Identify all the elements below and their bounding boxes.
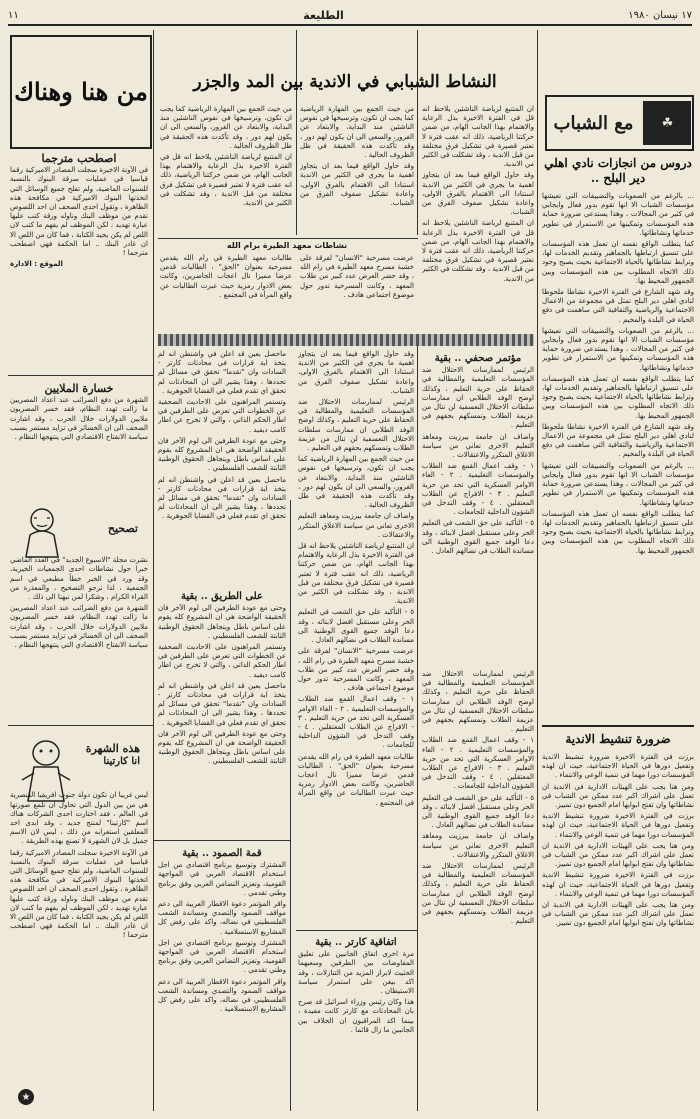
column-divider — [417, 335, 418, 1111]
tariq-paragraph: وتستمر المراهنون على الاحاديث الصحفية عن الخطوات التي تعرض على الطرفين في اطار الحكم الذاتي ، والتي لا تخرج عن اطار كامب ديفيد . — [158, 398, 286, 434]
main-article-paragraph: ان المتتبع لرياضة الناشئين يلاحظ انه قل في الفترة الاخيرة بذل الرعاية والاهتمام بهذا الجانب الهام، من ضمن حركتنا الرياضية، ذلك انه عقب فترة لا تعتبر قصيرة في تشكيل فرق مختلفة من قبل الاندية ، وقد تشكلت في الكثير من الاندية. — [422, 105, 534, 169]
main-article-col-2 — [300, 105, 414, 233]
main-article-paragraph: ان المتتبع لرياضة الناشئين يلاحظ انه قل في الفترة الاخيرة بذل الرعاية والاهتمام بهذا الجانب الهام، من ضمن حركتنا الرياضية، ذلك انه عقب فترة لا تعتبر قصيرة في تشكيل فرق مختلفة من قبل الاندية ، وقد تشكلت في الكثير من الاندية. — [160, 153, 292, 208]
tanshit-paragraph: ومن هنا يجب على الهيئات الادارية في الاندية ان تعمل على اشراك اكبر عدد ممكن من الشباب في نشاطاتها وان تفتح ابوابها امام الجميع دون تمييز. — [542, 901, 694, 928]
tariq-paragraph: وحتى مع عودة الطرفين الى لوم الآخر فان الحقيقة الواضحة هي ان المشروع كله يقوم على اساس باطل ويتجاهل الحقوق الوطنية الثابتة للشعب الفلسطيني . — [158, 729, 286, 766]
mutamar-paragraph: ٥ - التأكيد على حق الشعب في التعليم الحر وعلى مستقبل افضل لابنائه ، وقد دعا الوفد جميع القوى الوطنية الى مساندة الطلاب في نضالهم العادل . — [422, 519, 534, 556]
shabab-paragraph: كما يتطلب الواقع نفسه ان تعمل هذه المؤسسات على تنسيق ارتباطها بالجماهير وتقديم الخدمات لها، وترابط نشاطاتها بالحياة الاجتماعية بحيث يصبح وجود ذلك الاتجاه المطلوب بين هذه المؤسسات وبين الجمهور المحيط بها. — [542, 240, 694, 285]
tashih-column — [10, 520, 148, 720]
carter-paragraph: هذا وكان رئيس وزراء اسرائيل قد صرح بان المحادثات مع كارتر كانت مفيدة ، بينما اكد المراقبون ان الخلاف بين الجانبين ما زال قائما . — [298, 998, 414, 1034]
main-article-col-5 — [160, 254, 292, 332]
center-paragraph: ٥ - التأكيد على حق الشعب في التعليم الحر وعلى مستقبل افضل لابنائه ، وقد دعا الوفد جميع القوى الوطنية الى مساندة الطلاب في نضالهم العادل . — [298, 608, 414, 645]
tashih-title: تصحيح — [107, 522, 138, 535]
main-headline: النشاط الشبابي في الاندية بين المد والجزر — [193, 72, 497, 92]
main-article-col-3 — [160, 105, 292, 233]
tashih-paragraph: الشهرة من دفع الضرائب عند اعداد المصريين ما زالت تهدد النظام، فقد خسر المصريون ملايين الدولارات خلال الحرب ، وقد اشارت الصحف الى ان الخسائر في تزايد مستمر بسبب سياسة الانفتاح الاقتصادي التي ينتهجها النظام . — [10, 604, 148, 650]
tanshit-column — [542, 730, 694, 1111]
qimma-title: قمة الصمود .. بقية — [182, 848, 262, 859]
mutamar-paragraph: ١ - وقف اعمال القمع ضد الطلاب والمؤسسات التعليمية . ٢ - الغاء الاوامر العسكرية التي تحد من حرية التعليم . ٣ - الافراج عن الطلاب المعتقلين . ٤ - وقف التدخل في الشؤون الداخلية للجامعات . — [422, 736, 534, 791]
qimma-paragraph: المشترك وتوسيع برنامج اقتصادي من اجل استخدام الاقتصاد العربي في المواجهة القومية، وتعزيز التضامن العربي وفق برنامج وطني تقدمي . — [158, 938, 286, 975]
center-paragraph: ١ - وقف اعمال القمع ضد الطلاب والمؤسسات التعليمية . ٢ - الغاء الاوامر العسكرية التي تحد من حرية التعليم . ٣ - الافراج عن الطلاب المعتقلين . ٤ - وقف التدخل في الشؤون الداخلية للجامعات . — [298, 695, 414, 750]
tanshit-title: ضرورة تنشيط الاندية — [565, 732, 671, 746]
tariq-paragraph: ماحصل بعين قد اعلن في واشنطن انه لم يتخذ اية قرارات في محادثات كارتر - السادات وان "تقدما" تحقق في مسائل لم تحددها ، وهذا يشير الى ان المحادثات لم تحقق اي تقدم فعلي في القضايا الجوهرية . — [158, 681, 286, 727]
qimma-paragraph: واقر المؤتمر دعوة الاقطار العربية الى دعم مواقف الصمود والتصدي ومساندة الشعب الفلسطيني في نضاله، واكد على رفض كل المشاريع الاستسلامية . — [158, 900, 286, 936]
section-rule — [158, 238, 418, 239]
section-rule — [296, 930, 417, 931]
carter-column — [298, 934, 414, 1111]
shuhra-paragraph: في الآونة الاخيرة سجلت المصادر الاميركية رقما قياسيا في عمليات سرقة البنوك بالنسبة للسنوات الماضية، ولم تفلح جميع الوسائل التي اتخذتها البنوك الاميركية في مكافحة هذه الظاهرة ، وتقول احدى الصحف ان احد اللصوص تقدم من موظف البنك وناوله ورقة كتب عليها عبارة تهديد ، لكن الموظف لم يفهم ما كتب لان اللص لم يكن يجيد الكتابة ، فما كان من اللص الا ان غادر البنك .. اما الحكمة فهي اصطحب مترجما ! — [10, 848, 148, 940]
tariq-paragraph: ماحصل بعين قد اعلن في واشنطن انه لم يتخذ اية قرارات في محادثات كارتر - السادات وان "تقدما" تحقق في مسائل لم تحددها ، وهذا يشير الى ان المحادثات لم تحقق اي تقدم فعلي في القضايا الجوهرية . — [158, 475, 286, 521]
shabab-paragraph: ... بالرغم من الصعوبات والتضييقات التي تعيشها مؤسسات الشباب الا انها تقوم بدور فعال وايجابي في كثير من المجالات ، وهذا يستدعي ضرورة حماية هذه المؤسسات وتمكينها من الاستمرار في تطوير خدماتها ونشاطاتها. — [542, 461, 694, 507]
mutamar-column — [422, 350, 534, 670]
masatib-paragraph: في الآونة الاخيرة سجلت المصادر الاميركية رقما قياسيا في عمليات سرقة البنوك بالنسبة للسنوات الماضية، ولم تفلح جميع الوسائل التي اتخذتها البنوك الاميركية في مكافحة هذه الظاهرة ، وتقول احدى الصحف ان احد اللصوص تقدم من موظف البنك وناوله ورقة كتب عليها عبارة تهديد ، لكن الموظف لم يفهم ما كتب لان اللص لم يكن يجيد الكتابة ، فما كان من اللص الا ان غادر البنك .. اما الحكمة فهي اصطحب مترجما ! — [10, 166, 148, 258]
qimma-paragraph: واقر المؤتمر دعوة الاقطار العربية الى دعم مواقف الصمود والتصدي ومساندة الشعب الفلسطيني في نضاله، واكد على رفض كل المشاريع الاستسلامية . — [158, 977, 286, 1014]
column-divider — [417, 30, 418, 235]
shabab-paragraph: كما يتطلب الواقع نفسه ان تعمل هذه المؤسسات على تنسيق ارتباطها بالجماهير وتقديم الخدمات لها، وترابط نشاطاتها بالحياة الاجتماعية بحيث يصبح وجود ذلك الاتجاه المطلوب بين هذه المؤسسات وبين الجمهور المحيط بها. — [542, 509, 694, 555]
logo-emblem-icon: ☘ — [643, 101, 691, 145]
qimma-paragraph: المشترك وتوسيع برنامج اقتصادي من اجل استخدام الاقتصاد العربي في المواجهة القومية، وتعزيز التضامن العربي وفق برنامج وطني تقدمي . — [158, 861, 286, 897]
page-date: ١٧ نيسان ١٩٨٠ — [628, 9, 692, 21]
khasara-column — [10, 380, 148, 510]
page-header — [8, 6, 692, 26]
min-huna-title: من هنا وهناك — [14, 77, 148, 106]
center-paragraph: طالبات معهد الطيرة في رام الله يقدمن مسرحية بعنوان "الحق" ، الطالبات قدمن عرضا مميزا نال اعجاب الحاضرين، وكانت بعض الادوار رمزية حيث عبرت الطالبات عن واقع المرأة في المجتمع . — [298, 752, 414, 807]
shabab-paragraph: كما يتطلب الواقع نفسه ان تعمل هذه المؤسسات على تنسيق ارتباطها بالجماهير وتقديم الخدمات لها، وترابط نشاطاتها بالحياة الاجتماعية بحيث يصبح وجود ذلك الاتجاه المطلوب بين هذه المؤسسات وبين الجمهور المحيط بها. — [542, 374, 694, 420]
section-rule — [542, 725, 694, 727]
khasara-paragraph: الشهرة من دفع الضرائب عند اعداد المصريين ما زالت تهدد النظام، فقد خسر المصريون ملايين الدولارات خلال الحرب ، وقد اشارت الصحف الى ان الخسائر في تزايد مستمر بسبب سياسة الانفتاح الاقتصادي التي ينتهجها النظام . — [10, 396, 148, 442]
shabab-logo — [545, 95, 694, 151]
center-paragraph: واضاف ان جامعة بيرزيت ومعاهد التعليم الاخرى تعاني من سياسة الاغلاق المتكرر والاعتقالات . — [298, 512, 414, 539]
shabab-title: دروس من انجازات نادي اهلي دير البلح .. — [544, 156, 692, 185]
khasara-title: خسارة الملايين — [44, 382, 114, 395]
column-divider — [290, 500, 291, 1111]
carter-paragraph: مرة اخرى اتفاق الجانبين على تعليق المفاوضات بين الطرفين وسعيهما الحثيث لابراز المزيد من التنازلات ، وقد اكد بيغن على استمرار سياسة الاستيطان . — [298, 950, 414, 996]
masatib-signature: الموقع : الادارة — [10, 260, 63, 269]
tanshit-paragraph: برزت في الفترة الاخيرة ضرورة تنشيط الاندية وتفعيل دورها في الحياة الاجتماعية، حيث ان لهذه المؤسسات دورا مهما في تنمية الوعي والانتماء . — [542, 812, 694, 839]
mutamar-paragraph: الرئيس لممارسات الاحتلال ضد المؤسسات التعليمية والمطالبة في الحفاظ على حرية التعليم ، وكذلك اوضح الوفد الطلابي ان ممارسات سلطات الاحتلال التعسفية لن تنال من عزيمة الطلاب وتمسكهم بحقهم في التعليم . — [422, 670, 534, 734]
center-paragraph: الرئيس لممارسات الاحتلال ضد المؤسسات التعليمية والمطالبة في الحفاظ على حرية التعليم ، وكذلك اوضح الوفد الطلابي ان ممارسات سلطات الاحتلال التعسفية لن تنال من عزيمة الطلاب وتمسكهم بحقهم في التعليم . — [298, 398, 414, 453]
main-article-paragraph: طالبات معهد الطيرة في رام الله يقدمن مسرحية بعنوان "الحق" ، الطالبات قدمن عرضا مميزا نال اعجاب الحاضرين، وكانت بعض الادوار رمزية حيث عبرت الطالبات عن واقع المرأة في المجتمع . — [160, 254, 292, 299]
mutamar-paragraph: واضاف ان جامعة بيرزيت ومعاهد التعليم الاخرى تعاني من سياسة الاغلاق المتكرر والاعتقالات . — [422, 832, 534, 859]
main-article-paragraph: من حيث الجمع بين المهارة الرياضية كما يجب ان تكون، وترسيخها في نفوس الناشئين منذ البداية، والابتعاد عن الغرور، والسعي الى ان يكون لهم دور ، وقد تأكدت هذه الحقيقة في ظل الظروف الحالية . — [300, 105, 414, 160]
masatib-column — [10, 150, 148, 380]
tanshit-paragraph: برزت في الفترة الاخيرة ضرورة تنشيط الاندية وتفعيل دورها في الحياة الاجتماعية، حيث ان لهذه المؤسسات دورا مهما في تنمية الوعي والانتماء . — [542, 871, 694, 898]
tashih-paragraph: نشرت مجلة "الاسبوع الجديد" في العدد الماضي خبرا حول نشاطات احدى الجمعيات الخيرية، وقد ورد في الخبر خطأ مطبعي في اسم الجمعية ، لذا نرجو التصحيح ، والمعذرة من القراء الكرام ، وشكرا لمن نبهنا الى ذلك . — [10, 556, 148, 602]
min-huna-banner — [10, 35, 152, 149]
main-article-paragraph: من حيث الجمع بين المهارة الرياضية كما يجب ان تكون، وترسيخها في نفوس الناشئين منذ البداية، والابتعاد عن الغرور، والسعي الى ان يكون لهم دور ، وقد تأكدت هذه الحقيقة في ظل الظروف الحالية . — [160, 105, 292, 150]
mutamar-paragraph: الرئيس لممارسات الاحتلال ضد المؤسسات التعليمية والمطالبة في الحفاظ على حرية التعليم ، وكذلك اوضح الوفد الطلابي ان ممارسات سلطات الاحتلال التعسفية لن تنال من عزيمة الطلاب وتمسكهم بحقهم في التعليم . — [422, 366, 534, 430]
tariq-paragraph: ماحصل بعين قد اعلن في واشنطن انه لم يتخذ اية قرارات في محادثات كارتر - السادات وان "تقدما" تحقق في مسائل لم تحددها ، وهذا يشير الى ان المحادثات لم تحقق اي تقدم فعلي في القضايا الجوهرية . — [158, 350, 286, 395]
masatib-title: اصطحب مترجما — [41, 152, 117, 165]
shabab-paragraph: ... بالرغم من الصعوبات والتضييقات التي تعيشها مؤسسات الشباب الا انها تقوم بدور فعال وايجابي في كثير من المجالات ، وهذا يستدعي ضرورة حماية هذه المؤسسات وتمكينها من الاستمرار في تطوير خدماتها ونشاطاتها. — [542, 192, 694, 237]
tanshit-paragraph: برزت في الفترة الاخيرة ضرورة تنشيط الاندية وتفعيل دورها في الحياة الاجتماعية، حيث ان لهذه المؤسسات دورا مهما في تنمية الوعي والانتماء . — [542, 753, 694, 780]
photo-strip — [158, 334, 534, 346]
main-article-paragraph: ان المتتبع لرياضة الناشئين يلاحظ انه قل في الفترة الاخيرة بذل الرعاية والاهتمام بهذا الجانب الهام، من ضمن حركتنا الرياضية، ذلك انه عقب فترة لا تعتبر قصيرة في تشكيل فرق مختلفة من قبل الاندية ، وقد تشكلت في الكثير من الاندية. — [422, 219, 534, 283]
page-number: ١١ — [8, 9, 19, 21]
tariq-title: على الطريق .. بقية — [181, 591, 263, 602]
shuhra-title: هذه الشهرة — [85, 742, 140, 755]
mutamar-paragraph: الرئيس لممارسات الاحتلال ضد المؤسسات التعليمية والمطالبة في الحفاظ على حرية التعليم ، وكذلك اوضح الوفد الطلابي ان ممارسات سلطات الاحتلال التعسفية لن تنال من عزيمة الطلاب وتمسكهم بحقهم في التعليم . — [422, 862, 534, 926]
shuhra-subtitle: انا كارتينا — [103, 756, 140, 768]
column-divider — [296, 30, 297, 235]
section-title: الطليعة — [303, 8, 344, 22]
main-article-paragraph: وقد حاول الواقع فيما بعد ان يتجاوز اهمية ما يجري في الكثير من الاندية استنادا الى الاهتمام بالفرق الاولى، واعادة تشكيل صفوف الفرق من الشباب. — [300, 162, 414, 208]
shabab-column — [542, 152, 694, 652]
shabab-paragraph: وقد شهد الشارع في الفترة الاخيرة نشاطا ملحوظا لنادي اهلي دير البلح تمثل في مجموعة من الاعمال الاجتماعية والرياضية والثقافية التي ساهمت في دفع الحياة في البلدة والمخيم . — [542, 288, 694, 324]
tanshit-paragraph: ومن هنا يجب على الهيئات الادارية في الاندية ان تعمل على اشراك اكبر عدد ممكن من الشباب في نشاطاتها وان تفتح ابوابها امام الجميع دون تمييز. — [542, 782, 694, 810]
shuhra-paragraph: ليس غريبا ان تكون دولة جنوب افريقيا العنصرية هي من بين الدول التي تحاول ان تلمع صورتها في العالم ، فقد اختارت احدى الشركات هناك اسم "كارتينا" لمنتج جديد ، وقد ابدى احد المعلقين استغرابه من ذلك ، ليس لان الاسم جميل بل لان الشهرة لا تصنع بهذه الطريقة . — [10, 791, 148, 846]
logo-text: مع الشباب — [553, 112, 634, 134]
center-paragraph: وقد حاول الواقع فيما بعد ان يتجاوز اهمية ما يجري في الكثير من الاندية استنادا الى الاهتمام بالفرق الاولى، واعادة تشكيل صفوف الفرق من الشباب. — [298, 350, 414, 395]
carter-title: اتفاقية كارتر .. بقية — [315, 937, 397, 948]
tariq-paragraph: وتستمر المراهنون على الاحاديث الصحفية عن الخطوات التي تعرض على الطرفين في اطار الحكم الذاتي ، والتي لا تخرج عن اطار كامب ديفيد . — [158, 643, 286, 679]
mutamar-column-2 — [422, 670, 534, 1111]
shabab-paragraph: ... بالرغم من الصعوبات والتضييقات التي تعيشها مؤسسات الشباب الا انها تقوم بدور فعال وايجابي في كثير من المجالات ، وهذا يستدعي ضرورة حماية هذه المؤسسات وتمكينها من الاستمرار في تطوير خدماتها ونشاطاتها. — [542, 326, 694, 372]
tariq-column — [158, 588, 286, 838]
section-rule — [8, 375, 153, 376]
tariq-column-top — [158, 350, 286, 585]
center-paragraph: ان المتتبع لرياضة الناشئين يلاحظ انه قل في الفترة الاخيرة بذل الرعاية والاهتمام بهذا الجانب الهام، من ضمن حركتنا الرياضية، ذلك انه عقب فترة لا تعتبر قصيرة في تشكيل فرق مختلفة من قبل الاندية ، وقد تشكلت في الكثير من الاندية. — [298, 542, 414, 606]
column-divider — [537, 30, 538, 1111]
main-article-col-4 — [300, 254, 414, 332]
main-article-paragraph: وقد حاول الواقع فيما بعد ان يتجاوز اهمية ما يجري في الكثير من الاندية استنادا الى الاهتمام بالفرق الاولى، واعادة تشكيل صفوف الفرق من الشباب. — [422, 171, 534, 217]
tariq-paragraph: وحتى مع عودة الطرفين الى لوم الآخر فان الحقيقة الواضحة هي ان المشروع كله يقوم على اساس باطل ويتجاهل الحقوق الوطنية الثابتة للشعب الفلسطيني . — [158, 436, 286, 473]
mutamar-paragraph: ١ - وقف اعمال القمع ضد الطلاب والمؤسسات التعليمية . ٢ - الغاء الاوامر العسكرية التي تحد من حرية التعليم . ٣ - الافراج عن الطلاب المعتقلين . ٤ - وقف التدخل في الشؤون الداخلية للجامعات . — [422, 462, 534, 517]
main-article-col-1 — [422, 105, 534, 330]
qimma-column — [158, 845, 286, 1111]
mutamar-title: مؤتمر صحفي .. بقية — [434, 353, 522, 364]
tanshit-paragraph: ومن هنا يجب على الهيئات الادارية في الاندية ان تعمل على اشراك اكبر عدد ممكن من الشباب في نشاطاتها وان تفتح ابوابها امام الجميع دون تمييز. — [542, 841, 694, 869]
main-subheading: نشاطات معهد الطيرة برام الله — [226, 241, 348, 250]
mutamar-paragraph: ٥ - التأكيد على حق الشعب في التعليم الحر وعلى مستقبل افضل لابنائه ، وقد دعا الوفد جميع القوى الوطنية الى مساندة الطلاب في نضالهم العادل . — [422, 793, 534, 830]
shuhra-column — [10, 740, 148, 1089]
section-rule — [8, 725, 153, 726]
column-divider — [153, 30, 154, 1111]
star-icon: ★ — [18, 1089, 34, 1105]
main-article-paragraph: عرضت مسرحية "الانسان" لفرقة على خشبة مسرح معهد الطيرة في رام الله ، وقد حضر العرض عدد كبير من طلاب المعهد ، وكانت المسرحية تدور حول موضوع اجتماعي هادف . — [300, 254, 414, 299]
tariq-paragraph: وحتى مع عودة الطرفين الى لوم الآخر فان الحقيقة الواضحة هي ان المشروع كله يقوم على اساس باطل ويتجاهل الحقوق الوطنية الثابتة للشعب الفلسطيني . — [158, 604, 286, 640]
center-paragraph: عرضت مسرحية "الانسان" لفرقة على خشبة مسرح معهد الطيرة في رام الله ، وقد حضر العرض عدد كبير من طلاب المعهد ، وكانت المسرحية تدور حول موضوع اجتماعي هادف . — [298, 647, 414, 693]
center-paragraph: من حيث الجمع بين المهارة الرياضية كما يجب ان تكون، وترسيخها في نفوس الناشئين منذ البداية، والابتعاد عن الغرور، والسعي الى ان يكون لهم دور ، وقد تأكدت هذه الحقيقة في ظل الظروف الحالية . — [298, 455, 414, 510]
section-rule — [153, 840, 290, 841]
shabab-paragraph: وقد شهد الشارع في الفترة الاخيرة نشاطا ملحوظا لنادي اهلي دير البلح تمثل في مجموعة من الاعمال الاجتماعية والرياضية والثقافية التي ساهمت في دفع الحياة في البلدة والمخيم . — [542, 422, 694, 459]
mutamar-paragraph: واضاف ان جامعة بيرزيت ومعاهد التعليم الاخرى تعاني من سياسة الاغلاق المتكرر والاعتقالات . — [422, 432, 534, 460]
